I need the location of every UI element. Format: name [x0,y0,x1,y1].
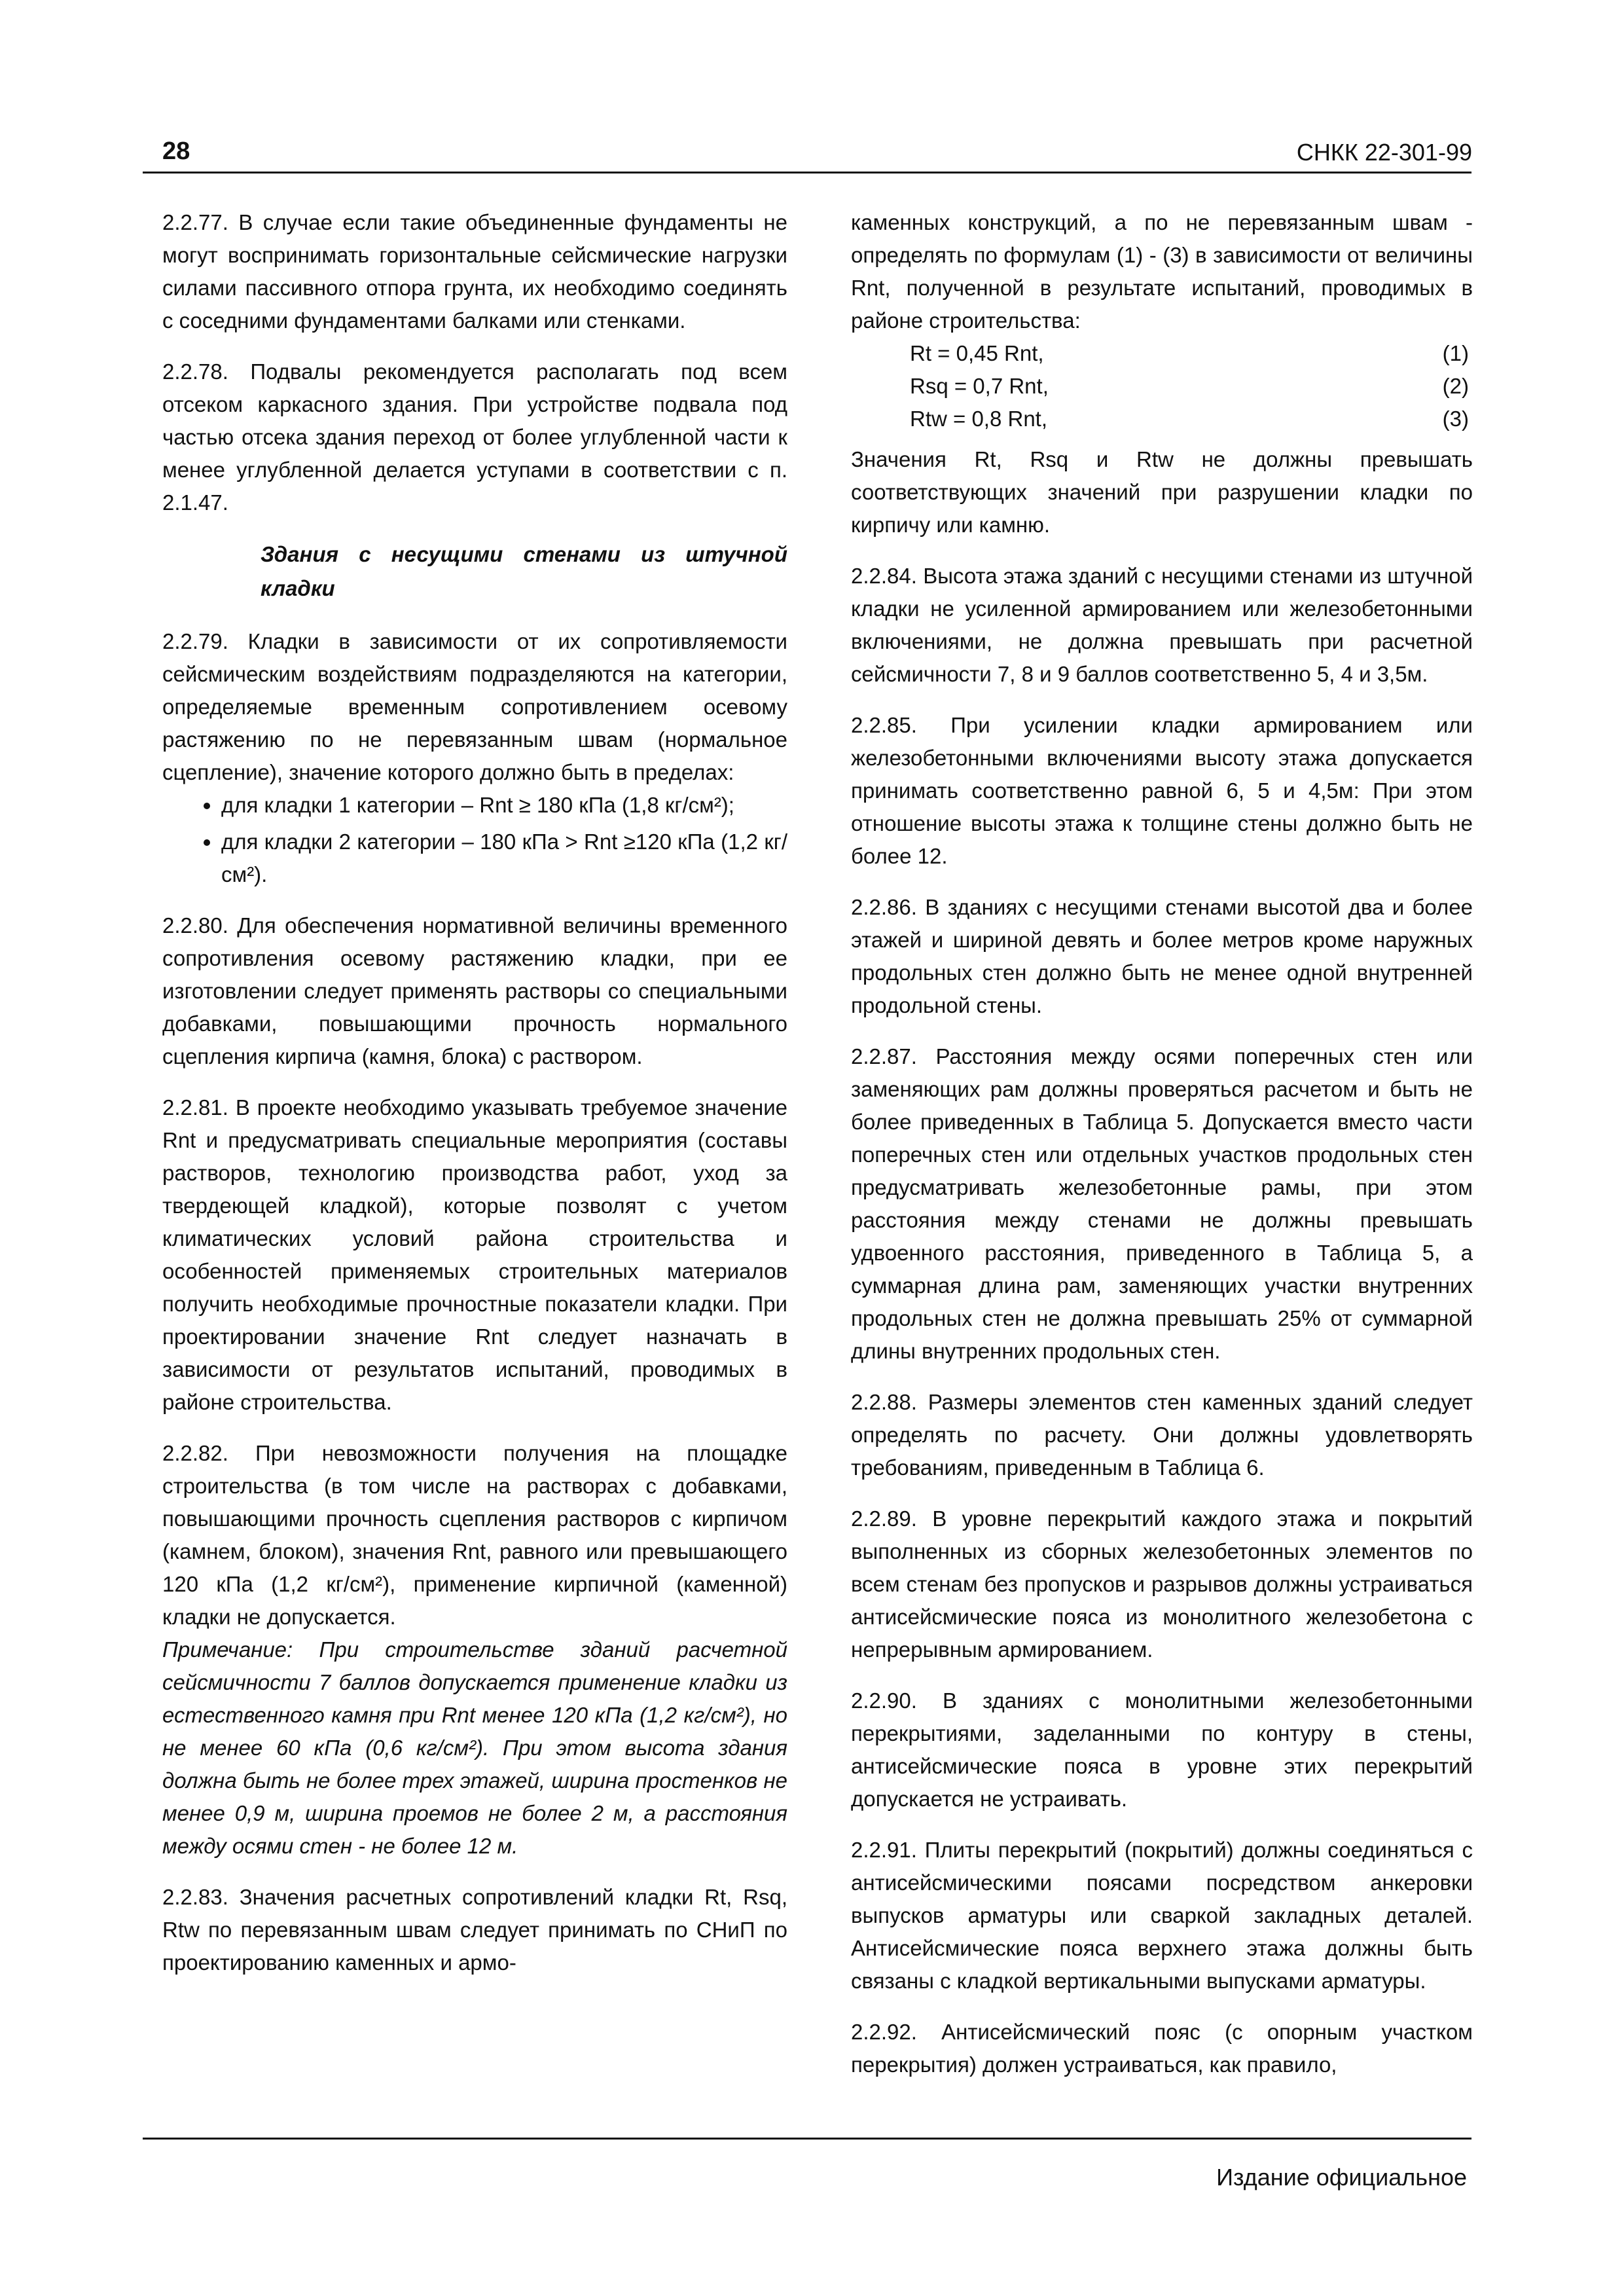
paragraph-2-2-80: 2.2.80. Для обеспечения нормативной величины временного сопротивления осевому растяжению кладки, при ее изготовлении следует применять растворы со специальными добавками, повышающими прочность нормального сцепления кирпича (камня, блока) с раствором. [162,913,787,1068]
footer-rule [143,2138,1471,2140]
paragraph-2-2-90: 2.2.90. В зданиях с монолитными железобетонными перекрытиями, заделанными по контуру в стены, антисейсмические пояса в уровне этих перекрытий допускается не устраивать. [851,1688,1473,1811]
page-number: 28 [162,137,190,165]
formula-expression: Rt = 0,45 Rnt, [910,341,1044,365]
paragraph-values: Значения Rt, Rsq и Rtw не должны превышать соответствующих значений при разрушении кладки по кирпичу или камню. [851,447,1473,537]
paragraph-2-2-78: 2.2.78. Подвалы рекомендуется располагать под всем отсеком каркасного здания. При устройстве подвала под частью отсека здания переход от более углубленной части к менее углубленной делается уступами в соответствии с п. 2.1.47. [162,359,787,515]
paragraph-2-2-82: 2.2.82. При невозможности получения на площадке строительства (в том числе на растворах с добавками, повышающими прочность сцепления растворов с кирпичом (камнем, блоком), значения Rnt, равного или превышающего 120 кПа (1,2 кг/см²), применение кирпичной (каменной) кладки не допускается. [162,1441,787,1629]
formula-1 [851,337,1473,370]
right-column [851,206,1473,2100]
category-list [162,789,787,891]
formula-2 [851,370,1473,403]
formula-block [851,337,1473,435]
paragraph-2-2-87: 2.2.87. Расстояния между осями поперечных стен или заменяющих рам должны проверяться расчетом и быть не более приведенных в Таблица 5. Допускается вместо части поперечных стен или отдельных участков продольных стен предусматривать железобетонные рамы, при этом расстояния между стенами не должны превышать удвоенного расстояния, приведенного в Таблица 5, а суммарная длина рам, заменяющих участки внутренних продольных стен не должна превышать 25% от суммарной длины внутренних продольных стен. [851,1044,1473,1363]
paragraph-2-2-84: 2.2.84. Высота этажа зданий с несущими стенами из штучной кладки не усиленной армированием или железобетонными включениями, не должна превышать при расчетной сейсмичности 7, 8 и 9 баллов соответственно 5, 4 и 3,5м. [851,564,1473,686]
paragraph-2-2-83: 2.2.83. Значения расчетных сопротивлений кладки Rt, Rsq, Rtw по перевязанным швам следует принимать по СНиП по проектированию каменных и армо- [162,1885,787,1975]
footer-text: Издание официальное [1216,2164,1467,2191]
left-column [162,206,787,1997]
paragraph-2-2-77: 2.2.77. В случае если такие объединенные фундаменты не могут воспринимать горизонтальные сейсмические нагрузки силами пассивного отпора грунта, их необходимо соединять с соседними фундаментами балками или стенками. [162,210,787,333]
formula-3 [851,403,1473,435]
paragraph-2-2-88: 2.2.88. Размеры элементов стен каменных зданий следует определять по расчету. Они должны удовлетворять требованиям, приведенным в Таблица 6. [851,1390,1473,1480]
list-item: • для кладки 2 категории – 180 кПа > Rnt ≥120 кПа (1,2 кг/см²). [221,826,787,891]
list-item: • для кладки 1 категории – Rnt ≥ 180 кПа (1,8 кг/см²); [221,789,787,822]
document-code: СНКК 22-301-99 [1296,139,1472,166]
section-title: Здания с несущими стенами из штучной кладки [261,542,787,600]
formula-number: (1) [1442,341,1469,365]
paragraph-2-2-79: 2.2.79. Кладки в зависимости от их сопротивляемости сейсмическим воздействиям подразделяются на категории, определяемые временным сопротивлением осевому растяжению по не перевязанным швам (нормальное сцепление), значение которого должно быть в пределах: [162,629,787,784]
formula-expression: Rtw = 0,8 Rnt, [910,407,1048,431]
paragraph-2-2-85: 2.2.85. При усилении кладки армированием или железобетонными включениями высоту этажа допускается принимать соответственно равной 6, 5 и 4,5м: При этом отношение высоты этажа к толщине стены должно быть не более 12. [851,713,1473,868]
header-rule [143,172,1471,173]
note-2-2-82: Примечание: При строительстве зданий расчетной сейсмичности 7 баллов допускается применение кладки из естественного камня при Rnt менее 120 кПа (1,2 кг/см²), но не менее 60 кПа (0,6 кг/см²). При этом высота здания должна быть не более трех этажей, ширина простенков не менее 0,9 м, ширина проемов не более 2 м, а расстояния между осями стен - не более 12 м. [162,1637,787,1858]
formula-number: (3) [1442,407,1469,431]
formula-number: (2) [1442,374,1469,398]
paragraph-2-2-81: 2.2.81. В проекте необходимо указывать требуемое значение Rnt и предусматривать специальные мероприятия (составы растворов, технологию производства работ, уход за твердеющей кладкой), которые позволят с учетом климатических условий района строительства и особенностей применяемых строительных материалов получить необходимые прочностные показатели кладки. При проектировании значение Rnt следует назначать в зависимости от результатов испытаний, проводимых в районе строительства. [162,1095,787,1414]
paragraph-2-2-91: 2.2.91. Плиты перекрытий (покрытий) должны соединяться с антисейсмическими поясами посредством анкеровки выпусков арматуры или сваркой закладных деталей. Антисейсмические пояса верхнего этажа должны быть связаны с кладкой вертикальными выпусками арматуры. [851,1838,1473,1993]
formula-expression: Rsq = 0,7 Rnt, [910,374,1049,398]
paragraph-2-2-89: 2.2.89. В уровне перекрытий каждого этажа и покрытий выполненных из сборных железобетонных элементов по всем стенам без пропусков и разрывов должны устраиваться антисейсмические пояса из монолитного железобетона с непрерывным армированием. [851,1506,1473,1662]
paragraph-2-2-83-continued: каменных конструкций, а по не перевязанным швам - определять по формулам (1) - (3) в зависимости от величины Rnt, полученной в результате испытаний, проводимых в районе строительства: [851,210,1473,333]
paragraph-2-2-86: 2.2.86. В зданиях с несущими стенами высотой два и более этажей и шириной девять и более метров кроме наружных продольных стен должно быть не менее одной внутренней продольной стены. [851,895,1473,1017]
paragraph-2-2-92: 2.2.92. Антисейсмический пояс (с опорным участком перекрытия) должен устраиваться, как правило, [851,2020,1473,2077]
